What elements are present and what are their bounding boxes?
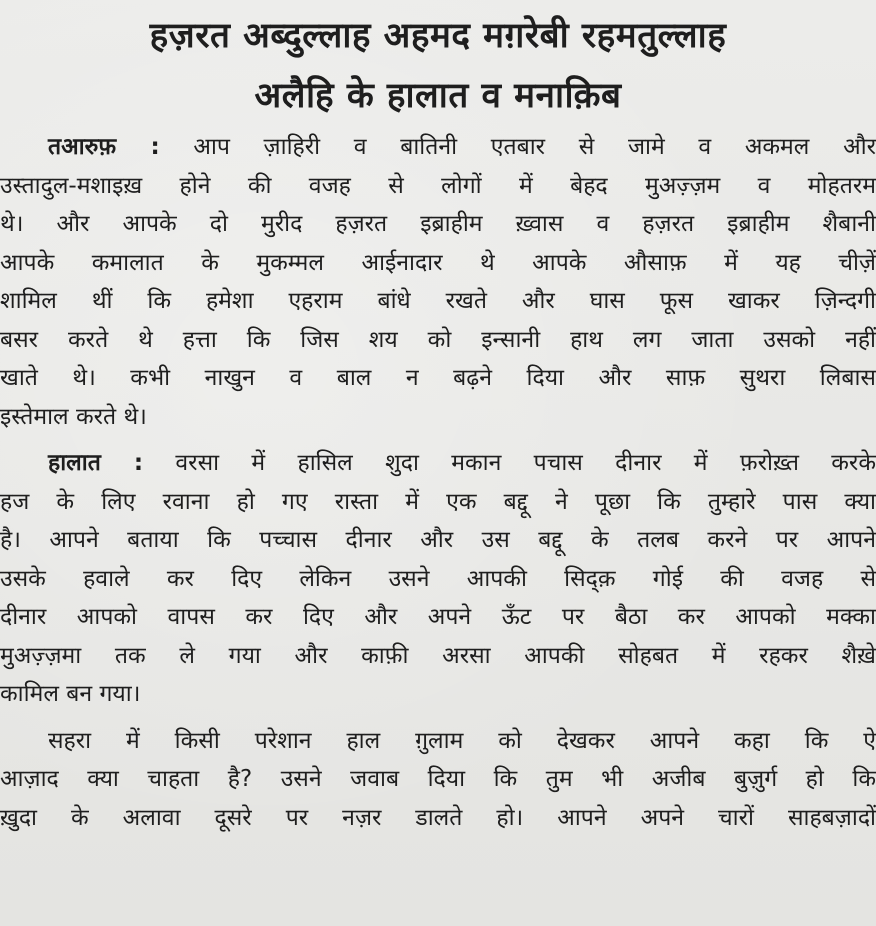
paragraph-line: मुअज़्ज़मा तक ले गया और काफ़ी अरसा आपकी सोहबत में रहकर शैख़े: [0, 642, 876, 669]
paragraph-line: उसके हवाले कर दिए लेकिन उसने आपकी सिद्क़ गोई की वजह से: [0, 565, 876, 592]
paragraph-line: कामिल बन गया।: [0, 681, 141, 707]
paragraph-spacer: [0, 436, 876, 444]
paragraph-introduction: [0, 128, 876, 436]
page-title-line-2: अलैहि के हालात व मनाक़िब: [254, 76, 622, 116]
introduction-label: तआरुफ़ :: [48, 134, 160, 160]
paragraph-line: आज़ाद क्या चाहता है? उसने जवाब दिया कि तुम भी अजीब बुज़ुर्ग हो कि: [0, 766, 876, 792]
paragraph-halaat: [0, 444, 876, 714]
paragraph-line: [0, 128, 876, 167]
paragraph-line: सहरा में किसी परेशान हाल ग़ुलाम को देखकर आपने कहा कि ऐ: [48, 727, 876, 754]
halaat-text: वरसा में हासिल शुदा मकान पचास दीनार में फ़रोख़्त करके: [175, 450, 876, 476]
paragraph-line: खाते थे। कभी नाखुन व बाल न बढ़ने दिया और साफ़ सुथरा लिबास: [0, 365, 876, 391]
paragraph-line: इस्तेमाल करते थे।: [0, 403, 147, 430]
paragraph-line: दीनार आपको वापस कर दिए और अपने ऊँट पर बैठा कर आपको मक्का: [0, 604, 876, 630]
paragraph-line: आपके कमालात के मुकम्मल आईनादार थे आपके औसाफ़ में यह चीज़ें: [0, 249, 876, 276]
paragraph-line: थे। और आपके दो मुरीद हज़रत इब्राहीम ख़्वास व हज़रत इब्राहीम शैबानी: [0, 211, 876, 237]
introduction-text: आप ज़ाहिरी व बातिनी एतबार से जामे व अकमल और: [193, 134, 876, 160]
paragraph-sahra: [0, 722, 876, 838]
paragraph-line: बसर करते थे हत्ता कि जिस शय को इन्सानी हाथ लग जाता उसको नहीं: [0, 326, 876, 353]
paragraph-spacer: [0, 714, 876, 722]
paragraph-line: [0, 444, 876, 483]
paragraph-line: है। आपने बताया कि पच्चास दीनार और उस बद्दू के तलब करने पर आपने: [0, 527, 876, 553]
paragraph-line: शामिल थीं कि हमेशा एहराम बांधे रखते और घास फूस खाकर ज़िन्दगी: [0, 288, 876, 314]
paragraph-line: उस्तादुल-मशाइख़ होने की वजह से लोगों में बेहद मुअज़्ज़म व मोहतरम: [0, 172, 876, 199]
paragraph-line: ख़ुदा के अलावा दूसरे पर नज़र डालते हो। आपने अपने चारों साहबज़ादों: [0, 804, 876, 831]
paragraph-line: हज के लिए रवाना हो गए रास्ता में एक बद्दू ने पूछा कि तुम्हारे पास क्या: [0, 488, 876, 515]
page-title-line-1: हज़रत अब्दुल्लाह अहमद मग़रेबी रहमतुल्लाह: [149, 16, 727, 56]
halaat-label: हालात :: [48, 450, 144, 476]
article-body: [0, 128, 876, 837]
